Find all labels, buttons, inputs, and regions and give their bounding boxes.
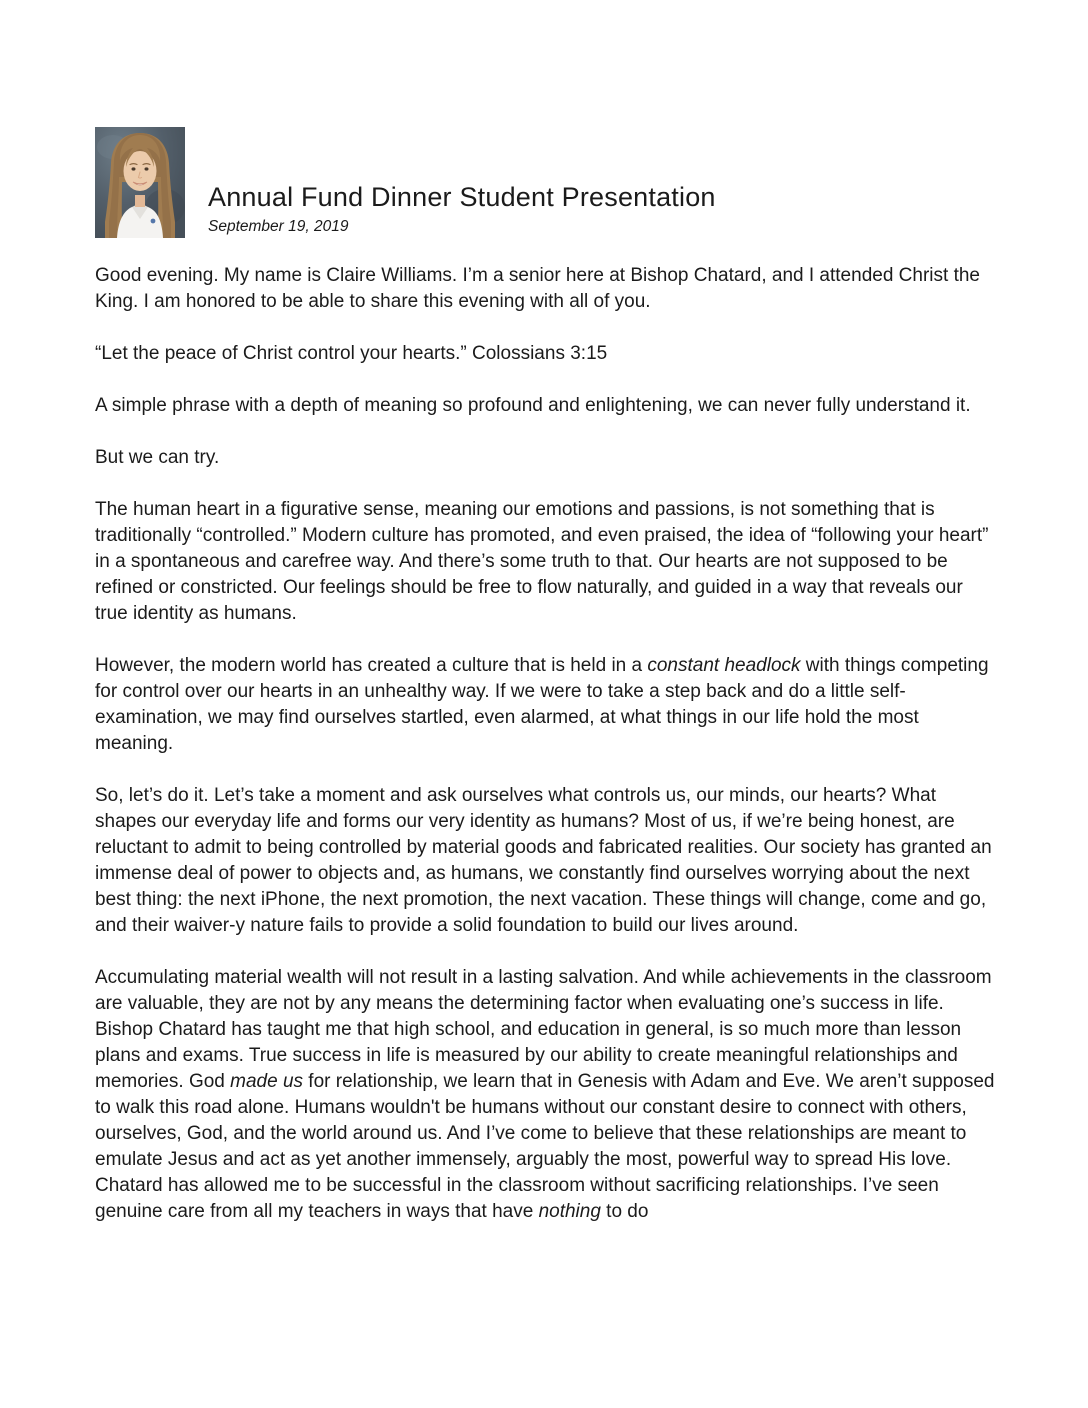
page-title: Annual Fund Dinner Student Presentation [208,181,716,212]
text-run: A simple phrase with a depth of meaning so profound and enlightening, we can never fully understand it. [95,395,971,416]
italic-text-run: constant headlock [647,655,801,676]
text-run: Good evening. My name is Claire Williams. I’m a senior here at Bishop Chatard, and I attended Christ the King. I am honored to be able to share this evening with all of you. [95,265,980,312]
text-run: for relationship, we learn that in Genesis with Adam and Eve. We aren’t supposed to walk this road alone. Humans wouldn't be humans without our constant desire to connect with others, ourselves, God, and the world around us. And I’ve come to believe that these relationships are meant to emulate Jesus and act as yet another immensely, arguably the most, powerful way to spread His love. Chatard has allowed me to be successful in the classroom without sacrificing relationships. I’ve seen genuine care from all my teachers in ways that have [95,1071,995,1222]
text-run: But we can try. [95,447,220,468]
document-header [95,127,993,238]
paragraph [95,783,995,939]
paragraph [95,263,995,315]
text-run: The human heart in a figurative sense, meaning our emotions and passions, is not something that is traditionally “controlled.” Modern culture has promoted, and even praised, the idea of “following your heart” in a spontaneous and carefree way. And there’s some truth to that. Our hearts are not supposed to be refined or constricted. Our feelings should be free to flow naturally, and guided in a way that reveals our true identity as humans. [95,499,989,624]
document-date: September 19, 2019 [208,218,349,235]
italic-text-run: nothing [538,1201,601,1222]
title-block [208,182,716,238]
text-run: So, let’s do it. Let’s take a moment and ask ourselves what controls us, our minds, our hearts? What shapes our everyday life and forms our very identity as humans? Most of us, if we’re being honest, are reluctant to admit to being controlled by material goods and fabricated realities. Our society has granted an immense deal of power to objects and, as humans, we constantly find ourselves worrying about the next best thing: the next iPhone, the next promotion, the next vacation. These things will change, come and go, and their waiver-y nature fails to provide a solid foundation to build our lives around. [95,785,992,936]
text-run: However, the modern world has created a culture that is held in a [95,655,648,676]
paragraph [95,497,995,627]
paragraph [95,341,995,367]
paragraph [95,965,995,1225]
text-run: Accumulating material wealth will not result in a lasting salvation. And while achievements in the classroom are valuable, they are not by any means the determining factor when evaluating one’s success in life. Bishop Chatard has taught me that high school, and education in general, is so much more than lesson plans and exams. True success in life is measured by our ability to create meaningful relationships and memories. God [95,967,992,1092]
italic-text-run: made us [230,1071,304,1092]
student-portrait-photo [95,127,185,238]
document-body [95,263,995,1251]
text-run: “Let the peace of Christ control your hearts.” Colossians 3:15 [95,343,608,364]
paragraph [95,653,995,757]
text-run: to do [600,1201,649,1222]
paragraph [95,393,995,419]
text-run: with things competing for control over our hearts in an unhealthy way. If we were to take a step back and do a little self-examination, we may find ourselves startled, even alarmed, at what things in our life hold the most meaning. [95,655,989,754]
paragraph [95,445,995,471]
